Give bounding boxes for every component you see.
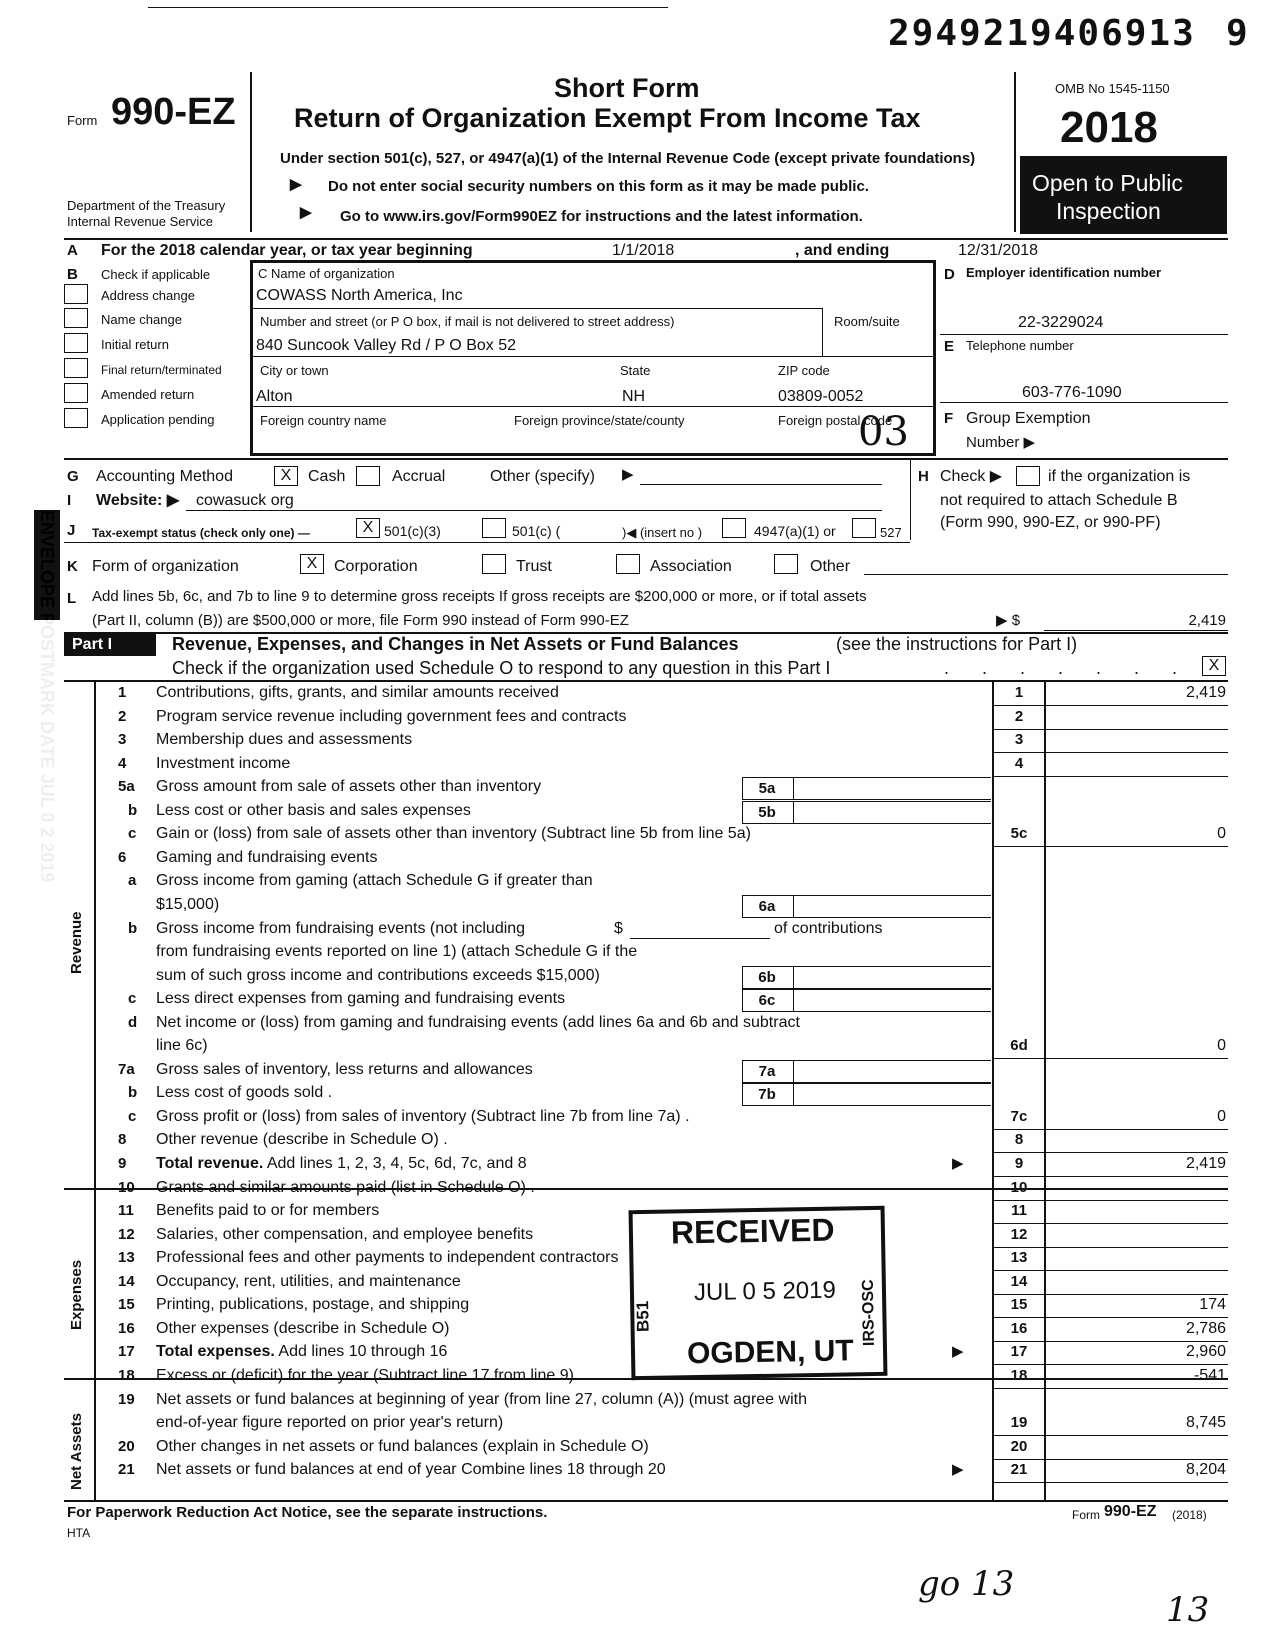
amount-value[interactable]: 8,745: [1185, 1414, 1226, 1432]
line-d-letter: D: [944, 266, 955, 283]
amount-box-number: 16: [1010, 1319, 1028, 1337]
line-description: Occupancy, rent, utilities, and maintenance: [156, 1272, 461, 1290]
amount-box-number: 8: [1014, 1131, 1024, 1149]
checkbox-amended-return[interactable]: [64, 383, 88, 403]
subtitle-ssn: Do not enter social security numbers on this form as it may be made public.: [328, 178, 869, 195]
foreign-postal-label: Foreign postal code: [778, 413, 893, 428]
line-a-letter: A: [67, 242, 78, 259]
city-label: City or town: [260, 363, 329, 378]
form-prefix: Form: [67, 113, 98, 128]
line-number: 13: [118, 1249, 135, 1267]
subtitle-instructions: Go to www.irs.gov/Form990EZ for instructions and the latest information.: [340, 208, 863, 225]
line-number: b: [128, 1084, 138, 1102]
line-b-title: Check if applicable: [101, 267, 211, 282]
zip-label: ZIP code: [778, 363, 830, 378]
checkbox-association[interactable]: [616, 554, 640, 574]
label-insert-no: )◀ (insert no ): [622, 525, 703, 540]
amount-value[interactable]: 2,419: [1185, 684, 1226, 701]
line-number: 14: [118, 1272, 135, 1290]
line-number: 12: [118, 1225, 135, 1243]
inner-amount-field[interactable]: [793, 1083, 991, 1106]
amount-value[interactable]: 0: [1217, 1037, 1226, 1055]
inner-box-number: 7b: [758, 1086, 776, 1104]
inner-box-label: [742, 966, 794, 989]
amount-box-number: 11: [1011, 1202, 1027, 1220]
part1-check-text: Check if the organization used Schedule O to respond to any question in this Part I: [172, 658, 831, 678]
amount-box-rule: [992, 1341, 1228, 1342]
line-number: 4: [118, 754, 127, 772]
rule-header-bottom: [64, 458, 1228, 460]
line-k-letter: K: [67, 558, 78, 575]
line-a-text: For the 2018 calendar year, or tax year beginning: [101, 242, 473, 259]
amount-box-number: 7c: [1010, 1107, 1028, 1125]
line-description: Net income or (loss) from gaming and fundraising events (add lines 6a and 6b and subtract: [156, 1013, 800, 1031]
inner-box-number: 6b: [758, 968, 776, 986]
checkbox-cash[interactable]: X: [274, 466, 298, 486]
amount-box-rule: [992, 1294, 1228, 1295]
tax-year-end: 12/31/2018: [958, 242, 1039, 259]
amount-box-number: 20: [1010, 1437, 1028, 1455]
amount-value[interactable]: 8,204: [1185, 1461, 1226, 1479]
inner-amount-field[interactable]: [793, 966, 991, 989]
checkbox-4947[interactable]: [722, 518, 746, 538]
foreign-province-label: Foreign province/state/county: [514, 413, 685, 428]
amount-value[interactable]: 0: [1217, 1107, 1226, 1125]
inner-amount-field[interactable]: [793, 895, 991, 918]
checkbox-accrual[interactable]: [356, 466, 380, 486]
line-number: 5a: [118, 778, 135, 796]
inner-amount-field[interactable]: [793, 989, 991, 1012]
line-number: 2: [118, 707, 127, 725]
tax-exempt-label: Tax-exempt status (check only one) —: [92, 526, 310, 540]
title-short-form: Short Form: [554, 73, 700, 103]
inner-box-number: 5a: [758, 780, 776, 798]
checkbox-corporation[interactable]: X: [300, 554, 324, 574]
label-cash: Cash: [308, 468, 346, 485]
checkbox-527[interactable]: [852, 518, 876, 538]
line-g-letter: G: [67, 468, 79, 485]
part1-title: Revenue, Expenses, and Changes in Net Assets or Fund Balances: [172, 634, 739, 654]
amount-box-rule: [992, 1388, 1228, 1389]
line-description: Less direct expenses from gaming and fundraising events: [156, 990, 566, 1008]
line-arrow: ▶: [952, 1155, 964, 1172]
part1-check-dots: . . . . . . .: [944, 658, 1192, 678]
stamp-date: JUL 0 5 2019: [693, 1276, 837, 1307]
label-accrual: Accrual: [392, 468, 446, 485]
label-association: Association: [650, 558, 732, 575]
checkbox-schedule-b[interactable]: [1016, 466, 1040, 486]
received-stamp: [629, 1206, 888, 1380]
line-description: Membership dues and assessments: [156, 731, 413, 749]
line-description: $15,000): [156, 895, 220, 913]
header-divider-left: [250, 72, 252, 232]
line-description: line 6c): [156, 1037, 208, 1055]
line-description: Contributions, gifts, grants, and similar amounts received: [156, 684, 559, 701]
amount-box-number: 1: [1014, 684, 1024, 701]
amount-box-rule: [992, 1176, 1228, 1177]
street-address[interactable]: 840 Suncook Valley Rd / P O Box 52: [256, 337, 517, 354]
line-number: a: [128, 872, 137, 890]
line-description: Investment income: [156, 754, 291, 772]
amount-box-rule: [992, 752, 1228, 753]
amount-box-rule: [992, 1152, 1228, 1153]
line-description: Gaming and fundraising events: [156, 848, 378, 866]
telephone[interactable]: 603-776-1090: [1022, 384, 1122, 401]
org-name[interactable]: COWASS North America, Inc: [256, 287, 463, 304]
line-number: 21: [118, 1461, 135, 1479]
label-trust: Trust: [516, 558, 552, 575]
group-exemption-number-label: Number ▶: [966, 434, 1036, 451]
line-number: 9: [118, 1155, 127, 1172]
checkbox-trust[interactable]: [482, 554, 506, 574]
label-other-specify: Other (specify): [490, 468, 595, 485]
line-description: sum of such gross income and contributions exceeds $15,000): [156, 966, 600, 984]
line-h-text3: (Form 990, 990-EZ, or 990-PF): [940, 514, 1161, 531]
rule-e: [940, 402, 1228, 403]
amount-box-number: 12: [1010, 1225, 1028, 1243]
amount-box-rule: [992, 776, 1228, 777]
line-h-text1: if the organization is: [1048, 468, 1191, 485]
contributions-input-line[interactable]: [630, 938, 770, 939]
label-527: 527: [880, 525, 902, 540]
line-description: Gross profit or (loss) from sales of inventory (Subtract line 7b from line 7a) .: [156, 1107, 690, 1125]
inner-box-number: 7a: [758, 1062, 776, 1080]
label-application-pending: Application pending: [101, 412, 215, 427]
checkbox-initial-return[interactable]: [64, 333, 88, 353]
line-l-arrow: ▶ $: [996, 612, 1021, 629]
box-col-mid: [1044, 682, 1046, 1500]
amount-box-number: 13: [1010, 1249, 1028, 1267]
line-number: b: [128, 919, 138, 937]
line-description: Other revenue (describe in Schedule O) .: [156, 1131, 448, 1149]
line-number: 6: [118, 848, 127, 866]
amount-box-number: 10: [1010, 1178, 1028, 1196]
amount-box-number: 21: [1010, 1461, 1028, 1479]
street-label: Number and street (or P O box, if mail is not delivered to street address): [260, 314, 675, 329]
stamp-city: OGDEN, UT: [686, 1334, 854, 1371]
amount-box-rule: [992, 1129, 1228, 1130]
dln-suffix: 9: [1226, 13, 1248, 54]
line-description: Benefits paid to or for members: [156, 1202, 380, 1220]
line-description: Program service revenue including government fees and contracts: [156, 707, 627, 725]
inner-box-label: [742, 801, 794, 824]
amount-box-rule: [992, 1200, 1228, 1201]
line-b-letter: B: [67, 266, 78, 283]
line-description: Net assets or fund balances at beginning of year (from line 27, column (A)) (must agree with: [156, 1390, 807, 1408]
amount-box-rule: [992, 729, 1228, 730]
line-description: Other changes in net assets or fund balances (explain in Schedule O): [156, 1437, 649, 1455]
amount-box-rule: [992, 1364, 1228, 1365]
line-description: Total revenue. Add lines 1, 2, 3, 4, 5c, 6d, 7c, and 8: [156, 1155, 527, 1172]
line-description: Gross income from gaming (attach Schedule G if greater than: [156, 872, 593, 890]
tax-year-begin: 1/1/2018: [612, 242, 675, 259]
line-h-check: Check ▶: [940, 468, 1003, 485]
label-501c: 501(c) (: [512, 523, 561, 539]
amount-box-number: 9: [1014, 1155, 1024, 1172]
amount-box-rule: [992, 1058, 1228, 1059]
inner-box-number: 6a: [758, 897, 776, 915]
line-description: Gross sales of inventory, less returns and allowances: [156, 1060, 533, 1078]
gross-receipts[interactable]: 2,419: [1188, 612, 1226, 629]
checkbox-final-return[interactable]: [64, 358, 88, 378]
line-description: Grants and similar amounts paid (list in Schedule O) .: [156, 1178, 535, 1196]
line-description: Gross income from fundraising events (not including: [156, 919, 526, 937]
inner-amount-field[interactable]: [793, 1060, 991, 1083]
amount-box-rule: [992, 1482, 1228, 1483]
subtitle-section: Under section 501(c), 527, or 4947(a)(1) of the Internal Revenue Code (except private foundations): [280, 150, 976, 167]
handwritten-note-1: go 13: [918, 1564, 1015, 1604]
line-number: 15: [118, 1296, 135, 1314]
amount-box-number: 3: [1014, 731, 1024, 749]
checkbox-name-change[interactable]: [64, 308, 88, 328]
line-l-letter: L: [67, 590, 77, 607]
line-l-text2: (Part II, column (B)) are $500,000 or more, file Form 990 instead of Form 990-EZ: [92, 612, 629, 629]
amount-box-rule: [992, 1223, 1228, 1224]
line-number: c: [128, 990, 137, 1008]
line-number: 1: [118, 684, 127, 701]
amount-box-rule: [992, 1317, 1228, 1318]
rule-part1-end: [64, 1500, 1228, 1502]
header-divider-right: [1014, 72, 1016, 232]
omb-number: OMB No 1545-1150: [1055, 81, 1170, 96]
line-e-letter: E: [944, 338, 955, 355]
stamp-right-code: IRS-OSC: [859, 1279, 878, 1347]
stamp-left-code: B51: [633, 1300, 653, 1333]
line-description: from fundraising events reported on line 1) (attach Schedule G if the: [156, 943, 638, 961]
room-divider: [822, 308, 823, 356]
org-rule-1: [252, 308, 822, 309]
amount-box-number: 6d: [1010, 1037, 1028, 1055]
line-description: Net assets or fund balances at end of year Combine lines 18 through 20: [156, 1461, 666, 1479]
org-rule-2: [252, 356, 934, 357]
line-description: Excess or (deficit) for the year (Subtract line 17 from line 9): [156, 1366, 574, 1384]
amount-box-rule: [992, 1247, 1228, 1248]
line-description: Total expenses. Add lines 10 through 16: [156, 1343, 448, 1361]
inner-box-number: 6c: [758, 992, 776, 1010]
inner-box-label: [742, 777, 794, 800]
handwritten-note-2: 13: [1166, 1590, 1210, 1630]
envelope-postmark: ENVELOPE POSTMARK DATE JUL 0 2 2019: [37, 510, 57, 883]
other-specify-line[interactable]: [640, 484, 882, 485]
amount-box-rule: [992, 1435, 1228, 1436]
footer-form-year: (2018): [1172, 1508, 1207, 1522]
stamp-received: RECEIVED: [670, 1211, 835, 1251]
inner-amount-field[interactable]: [793, 801, 991, 824]
checkbox-schedule-o[interactable]: X: [1202, 656, 1226, 676]
checkbox-501c[interactable]: [482, 518, 506, 538]
line-arrow: ▶: [952, 1461, 964, 1479]
line-number: b: [128, 801, 138, 819]
amount-box-number: 18: [1010, 1366, 1028, 1384]
website-line: [186, 510, 882, 511]
dollar-sign: $: [614, 919, 623, 937]
line-i-letter: I: [67, 492, 72, 509]
checkbox-501c3[interactable]: X: [356, 518, 380, 538]
top-rule: [148, 7, 668, 8]
amount-box-number: 14: [1010, 1272, 1028, 1290]
line-description: Printing, publications, postage, and shipping: [156, 1296, 470, 1314]
amount-value[interactable]: 0: [1217, 825, 1226, 843]
line-number: 16: [118, 1319, 135, 1337]
inner-box-label: [742, 1060, 794, 1083]
label-corporation: Corporation: [334, 558, 418, 575]
checkbox-other[interactable]: [774, 554, 798, 574]
line-j-letter: J: [67, 522, 76, 539]
line-arrow: ▶: [952, 1343, 964, 1361]
irs: Internal Revenue Service: [67, 214, 213, 229]
amount-box-rule: [992, 1270, 1228, 1271]
state[interactable]: NH: [622, 388, 646, 405]
other-arrow: ▶: [622, 466, 634, 483]
label-amended-return: Amended return: [101, 387, 195, 402]
checkbox-address-change[interactable]: [64, 284, 88, 304]
label-final-return: Final return/terminated: [101, 363, 222, 377]
line-number: 3: [118, 731, 127, 749]
tax-year: 2018: [1060, 103, 1158, 152]
department: Department of the Treasury: [67, 198, 226, 213]
ein-label: Employer identification number: [966, 265, 1162, 280]
line-number: 7a: [118, 1060, 135, 1078]
footer-form-name: 990-EZ: [1104, 1503, 1157, 1520]
line-f-letter: F: [944, 410, 954, 427]
website-label: Website: ▶: [96, 492, 180, 509]
amount-box-number: 17: [1010, 1343, 1028, 1361]
gross-receipts-line: [1044, 630, 1228, 631]
rule-a-top: [64, 238, 1228, 240]
h-divider: [910, 460, 911, 540]
side-label-revenue: Revenue: [68, 911, 85, 974]
line-number: 18: [118, 1366, 135, 1384]
label-name-change: Name change: [101, 312, 182, 327]
label-other: Other: [810, 558, 851, 575]
telephone-label: Telephone number: [966, 338, 1074, 353]
part1-title-note: (see the instructions for Part I): [836, 634, 1078, 654]
line-number: c: [128, 1107, 137, 1125]
website[interactable]: cowasuck org: [196, 492, 294, 509]
amount-box-number: 2: [1014, 707, 1024, 725]
org-rule-3: [252, 406, 934, 407]
open-to-public: Open to Public: [1032, 170, 1183, 196]
amount-box-number: 19: [1010, 1414, 1028, 1432]
amount-box-rule: [992, 705, 1228, 706]
dln-number: 2949219406913: [888, 13, 1196, 54]
line-number: 10: [118, 1178, 135, 1196]
side-label-expenses: Expenses: [68, 1259, 85, 1330]
label-501c3: 501(c)(3): [384, 523, 441, 539]
amount-value[interactable]: -541: [1193, 1366, 1226, 1384]
line-number: 17: [118, 1343, 135, 1361]
label-4947: 4947(a)(1) or: [754, 523, 836, 539]
ein[interactable]: 22-3229024: [1018, 314, 1104, 331]
inspection: Inspection: [1056, 198, 1161, 224]
footer-paperwork: For Paperwork Reduction Act Notice, see the separate instructions.: [67, 1504, 548, 1521]
line-h-letter: H: [918, 468, 929, 485]
amount-box-number: 15: [1010, 1296, 1028, 1314]
room-label: Room/suite: [834, 314, 900, 329]
zip-code[interactable]: 03809-0052: [778, 388, 864, 405]
line-number: c: [128, 825, 137, 843]
line-number: 20: [118, 1437, 135, 1455]
inner-box-label: [742, 895, 794, 918]
line-description: Less cost or other basis and sales expenses: [156, 801, 471, 819]
line-description: Other expenses (describe in Schedule O): [156, 1319, 450, 1337]
label-initial-return: Initial return: [101, 337, 169, 352]
foreign-country-label: Foreign country name: [260, 413, 387, 428]
line-description: Less cost of goods sold .: [156, 1084, 333, 1102]
rule-j: [64, 542, 910, 543]
line-description: end-of-year figure reported on prior year's return): [156, 1414, 504, 1432]
form-of-org-label: Form of organization: [92, 558, 239, 575]
of-contributions-label: of contributions: [774, 919, 883, 937]
line-a-and-ending: , and ending: [795, 242, 890, 259]
amount-value[interactable]: 2,960: [1185, 1343, 1226, 1361]
amount-value[interactable]: 2,419: [1185, 1155, 1226, 1172]
amount-box-number: 4: [1014, 754, 1024, 772]
city[interactable]: Alton: [256, 388, 293, 405]
line-number: d: [128, 1013, 138, 1031]
title-main: Return of Organization Exempt From Income Tax: [294, 103, 921, 133]
amount-box-rule: [992, 1459, 1228, 1460]
side-label-net-assets: Net Assets: [68, 1413, 85, 1490]
amount-value[interactable]: 2,786: [1185, 1319, 1226, 1337]
part1-tag: Part I: [72, 636, 113, 653]
amount-value[interactable]: 174: [1199, 1296, 1226, 1314]
footer-hta: HTA: [67, 1526, 91, 1540]
line-l-text1: Add lines 5b, 6c, and 7b to line 9 to determine gross receipts If gross receipts are $200,000 or more, or if total assets: [92, 588, 867, 605]
line-number: 8: [118, 1131, 127, 1149]
handwritten-postal: 03: [858, 409, 909, 455]
label-address-change: Address change: [101, 288, 195, 303]
line-number: 19: [118, 1390, 135, 1408]
arrow-1: ▶: [290, 176, 302, 193]
form-number: 990-EZ: [111, 91, 236, 133]
inner-box-label: [742, 989, 794, 1012]
inner-box-label: [742, 1083, 794, 1106]
amount-box-number: 5c: [1010, 825, 1028, 843]
footer-form-prefix: Form: [1072, 1508, 1100, 1522]
arrow-2: ▶: [300, 204, 312, 221]
state-label: State: [620, 363, 651, 378]
line-number: 11: [118, 1202, 134, 1220]
line-description: Salaries, other compensation, and employee benefits: [156, 1225, 534, 1243]
rule-d: [940, 334, 1228, 335]
accounting-method-label: Accounting Method: [96, 468, 233, 485]
amount-box-rule: [992, 846, 1228, 847]
inner-amount-field[interactable]: [793, 777, 991, 800]
line-h-text2: not required to attach Schedule B: [940, 492, 1178, 509]
line-description: Gross amount from sale of assets other than inventory: [156, 778, 542, 796]
org-name-label: C Name of organization: [258, 266, 395, 281]
inner-box-number: 5b: [758, 803, 776, 821]
checkbox-application-pending[interactable]: [64, 408, 88, 428]
line-description: Gain or (loss) from sale of assets other than inventory (Subtract line 5b from line 5a): [156, 825, 751, 843]
other-line: [864, 574, 1228, 575]
group-exemption-label: Group Exemption: [966, 410, 1091, 427]
rule-part1-bottom: [64, 680, 1228, 682]
line-description: Professional fees and other payments to independent contractors: [156, 1249, 619, 1267]
